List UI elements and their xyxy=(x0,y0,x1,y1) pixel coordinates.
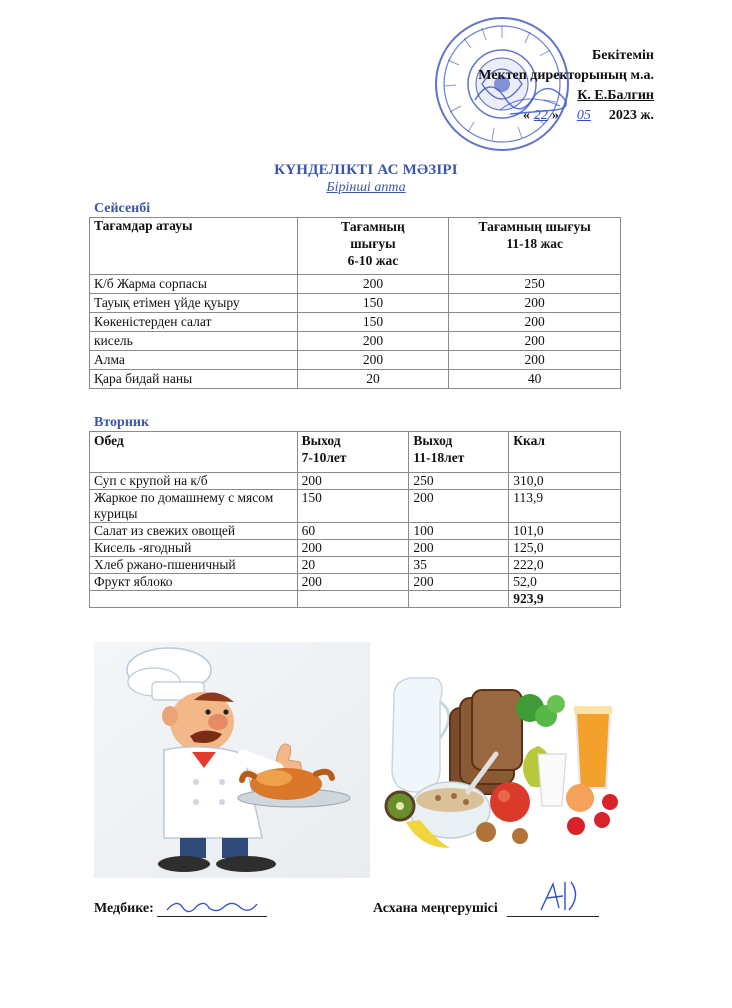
portion-11-18: 250 xyxy=(409,473,509,490)
director-signature xyxy=(470,70,580,120)
date-quote-close: » xyxy=(551,108,559,123)
empty-cell xyxy=(297,591,409,608)
table-row xyxy=(90,351,621,370)
approval-line-approve: Бекітемін xyxy=(591,48,654,63)
portion-6-10: 200 xyxy=(297,275,449,294)
kcal-value: 101,0 xyxy=(509,523,621,540)
day1-header2-l3: 6-10 жас xyxy=(347,253,399,268)
kitchen-head-label: Асхана меңгерушісі xyxy=(373,901,498,916)
portion-11-18: 250 xyxy=(449,275,621,294)
nurse-signature-block xyxy=(94,900,267,917)
director-name: К. Е.Балгин xyxy=(577,88,654,103)
portion-7-10: 20 xyxy=(297,557,409,574)
day1-header3-l2: 11-18 жас xyxy=(506,236,563,251)
day1-header-row xyxy=(90,218,621,275)
day2-header3-l1: Выход xyxy=(413,433,453,448)
portion-11-18: 200 xyxy=(409,490,509,523)
day2-header-age-11-18 xyxy=(409,432,509,473)
dish-name: Кисель -ягодный xyxy=(90,540,298,557)
table-row xyxy=(90,294,621,313)
table-row xyxy=(90,523,621,540)
dish-name: Суп с крупой на к/б xyxy=(90,473,298,490)
kitchen-head-signature-line xyxy=(507,900,599,917)
empty-cell xyxy=(90,591,298,608)
day2-header-row xyxy=(90,432,621,473)
table-row xyxy=(90,574,621,591)
date-day: 22 xyxy=(533,108,548,123)
dish-name: Қара бидай наны xyxy=(90,370,298,389)
kcal-value: 125,0 xyxy=(509,540,621,557)
day1-header2-l1: Тағамның xyxy=(341,219,405,234)
day1-header3-l1: Тағамның шығуы xyxy=(478,219,591,234)
approval-line-position: Мектеп директорының м.а. xyxy=(478,68,654,83)
dish-name: Көкеністерден салат xyxy=(90,313,298,332)
portion-7-10: 200 xyxy=(297,574,409,591)
portion-7-10: 200 xyxy=(297,473,409,490)
kitchen-head-signature xyxy=(535,878,585,916)
day1-header-dish: Тағамдар атауы xyxy=(90,218,298,275)
portion-11-18: 40 xyxy=(449,370,621,389)
dish-name: Фрукт яблоко xyxy=(90,574,298,591)
portion-11-18: 200 xyxy=(409,574,509,591)
date-month: 05 xyxy=(576,108,591,123)
day2-menu-table xyxy=(89,431,621,608)
portion-11-18: 100 xyxy=(409,523,509,540)
nurse-signature xyxy=(163,896,263,918)
nurse-signature-line xyxy=(157,900,267,917)
portion-11-18: 35 xyxy=(409,557,509,574)
table-row xyxy=(90,370,621,389)
nurse-label: Медбике: xyxy=(94,901,154,916)
portion-6-10: 200 xyxy=(297,332,449,351)
day1-header2-l2: шығуы xyxy=(350,236,396,251)
portion-11-18: 200 xyxy=(449,351,621,370)
date-year: 2023 ж. xyxy=(608,108,654,123)
portion-6-10: 150 xyxy=(297,313,449,332)
kcal-value: 310,0 xyxy=(509,473,621,490)
table-row xyxy=(90,490,621,523)
total-kcal: 923,9 xyxy=(509,591,621,608)
table-row xyxy=(90,557,621,574)
dish-name: Жаркое по домашнему с мясом курицы xyxy=(90,490,298,523)
dish-name: кисель xyxy=(90,332,298,351)
kcal-value: 52,0 xyxy=(509,574,621,591)
portion-6-10: 20 xyxy=(297,370,449,389)
date-quote-open: « xyxy=(522,108,530,123)
portion-11-18: 200 xyxy=(409,540,509,557)
dish-name: Алма xyxy=(90,351,298,370)
menu-title: КҮНДЕЛІКТІ АС МӘЗІРІ xyxy=(274,162,458,178)
dish-name: Хлеб ржано-пшеничный xyxy=(90,557,298,574)
day2-heading: Вторник xyxy=(94,415,150,430)
portion-7-10: 200 xyxy=(297,540,409,557)
table-row xyxy=(90,473,621,490)
table-row xyxy=(90,313,621,332)
dish-name: Салат из свежих овощей xyxy=(90,523,298,540)
day1-header-age-6-10 xyxy=(297,218,449,275)
portion-11-18: 200 xyxy=(449,313,621,332)
table-row xyxy=(90,540,621,557)
portion-6-10: 200 xyxy=(297,351,449,370)
portion-11-18: 200 xyxy=(449,332,621,351)
portion-11-18: 200 xyxy=(449,294,621,313)
healthy-food-image xyxy=(380,642,636,878)
dish-name: Тауық етімен үйде қуыру xyxy=(90,294,298,313)
day2-header-kcal: Ккал xyxy=(509,432,621,473)
table-row xyxy=(90,275,621,294)
portion-6-10: 150 xyxy=(297,294,449,313)
portion-7-10: 150 xyxy=(297,490,409,523)
kcal-value: 113,9 xyxy=(509,490,621,523)
day2-header-age-7-10 xyxy=(297,432,409,473)
dish-name: К/б Жарма сорпасы xyxy=(90,275,298,294)
empty-cell xyxy=(409,591,509,608)
day1-menu-table xyxy=(89,217,621,389)
day1-heading: Сейсенбі xyxy=(94,201,151,216)
kitchen-head-signature-block xyxy=(373,900,599,917)
day2-header3-l2: 11-18лет xyxy=(413,450,465,465)
total-row xyxy=(90,591,621,608)
menu-subtitle: Бірінші апта xyxy=(326,180,406,195)
day2-header-dish: Обед xyxy=(90,432,298,473)
kcal-value: 222,0 xyxy=(509,557,621,574)
table-row xyxy=(90,332,621,351)
portion-7-10: 60 xyxy=(297,523,409,540)
chef-illustration xyxy=(94,642,370,878)
day2-header2-l2: 7-10лет xyxy=(301,450,347,465)
day1-header-age-11-18 xyxy=(449,218,621,275)
day2-header2-l1: Выход xyxy=(301,433,341,448)
